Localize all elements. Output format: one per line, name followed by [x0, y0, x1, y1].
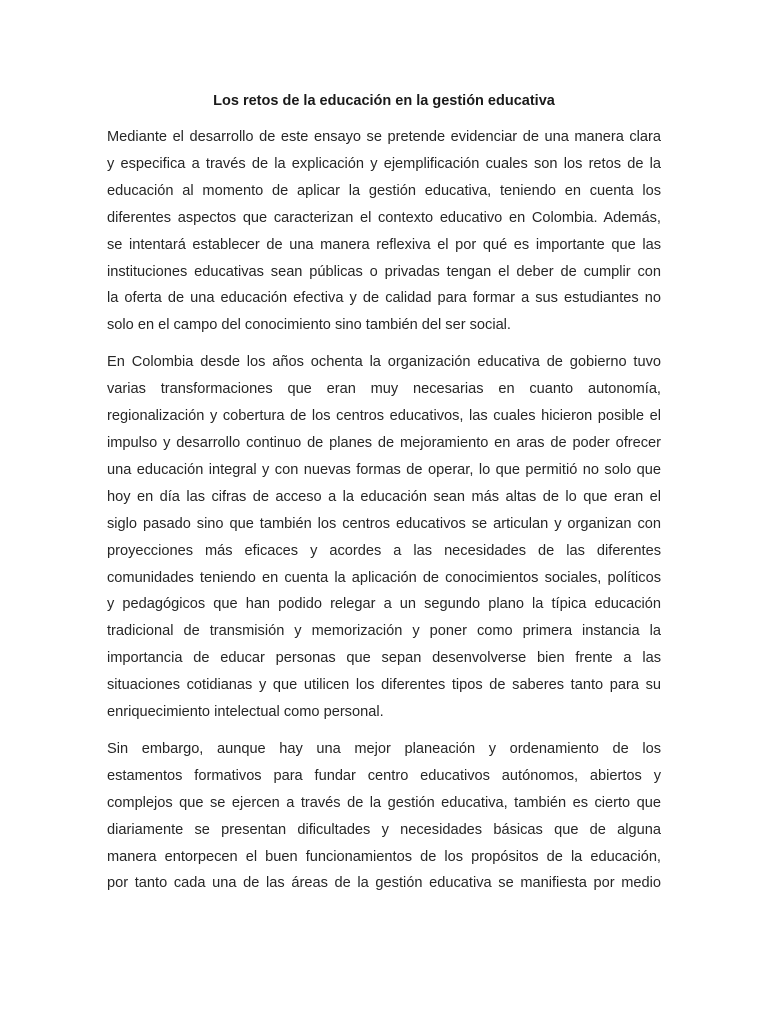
paragraph-3 — [107, 736, 661, 897]
paragraph-line: una educación integral y con nuevas formas de operar, lo que permitió no solo que — [107, 461, 661, 478]
paragraph-line: comunidades teniendo en cuenta la aplicación de conocimientos sociales, políticos — [107, 569, 661, 586]
paragraph-line: impulso y desarrollo continuo de planes de mejoramiento en aras de poder ofrecer — [107, 434, 661, 451]
paragraph-line: se intentará establecer de una manera reflexiva el por qué es importante que las — [107, 236, 661, 253]
paragraph-line: instituciones educativas sean públicas o privadas tengan el deber de cumplir con — [107, 263, 661, 280]
paragraph-line: En Colombia desde los años ochenta la organización educativa de gobierno tuvo — [107, 354, 661, 371]
document-title: Los retos de la educación en la gestión educativa — [213, 93, 555, 109]
paragraph-line: Sin embargo, aunque hay una mejor planeación y ordenamiento de los — [107, 740, 661, 757]
paragraph-line: siglo pasado sino que también los centros educativos se articulan y organizan con — [107, 515, 661, 532]
paragraph-line: y pedagógicos que han podido relegar a un segundo plano la típica educación — [107, 596, 661, 613]
paragraph-line: estamentos formativos para fundar centro educativos autónomos, abiertos y — [107, 767, 661, 784]
paragraph-line: hoy en día las cifras de acceso a la educación sean más altas de lo que eran el — [107, 488, 661, 505]
paragraph-line: importancia de educar personas que sepan desenvolverse bien frente a las — [107, 650, 661, 667]
paragraph-2 — [107, 349, 661, 726]
paragraph-line: situaciones cotidianas y que utilicen los diferentes tipos de saberes tanto para su — [107, 677, 661, 694]
paragraph-line: educación al momento de aplicar la gestión educativa, teniendo en cuenta los — [107, 182, 661, 199]
paragraph-1 — [107, 124, 661, 339]
paragraph-line: por tanto cada una de las áreas de la gestión educativa se manifiesta por medio — [107, 875, 661, 892]
paragraph-line: regionalización y cobertura de los centros educativos, las cuales hicieron posible el — [107, 408, 661, 425]
paragraph-line: diariamente se presentan dificultades y necesidades básicas que de alguna — [107, 821, 661, 838]
paragraph-line: la oferta de una educación efectiva y de calidad para formar a sus estudiantes no — [107, 290, 661, 307]
paragraph-line: diferentes aspectos que caracterizan el contexto educativo en Colombia. Además, — [107, 209, 661, 226]
paragraph-line: proyecciones más eficaces y acordes a las necesidades de las diferentes — [107, 542, 661, 559]
paragraph-line: enriquecimiento intelectual como personal. — [107, 704, 384, 721]
paragraph-line: complejos que se ejercen a través de la gestión educativa, también es cierto que — [107, 794, 661, 811]
document-page — [107, 90, 661, 907]
paragraph-line: solo en el campo del conocimiento sino también del ser social. — [107, 317, 511, 334]
paragraph-line: y especifica a través de la explicación y ejemplificación cuales son los retos de la — [107, 155, 661, 172]
paragraph-line: manera entorpecen el buen funcionamientos de los propósitos de la educación, — [107, 848, 661, 865]
paragraph-line: tradicional de transmisión y memorización y poner como primera instancia la — [107, 623, 661, 640]
paragraph-line: varias transformaciones que eran muy necesarias en cuanto autonomía, — [107, 381, 661, 398]
paragraph-line: Mediante el desarrollo de este ensayo se pretende evidenciar de una manera clara — [107, 129, 661, 145]
document-body — [107, 124, 661, 897]
